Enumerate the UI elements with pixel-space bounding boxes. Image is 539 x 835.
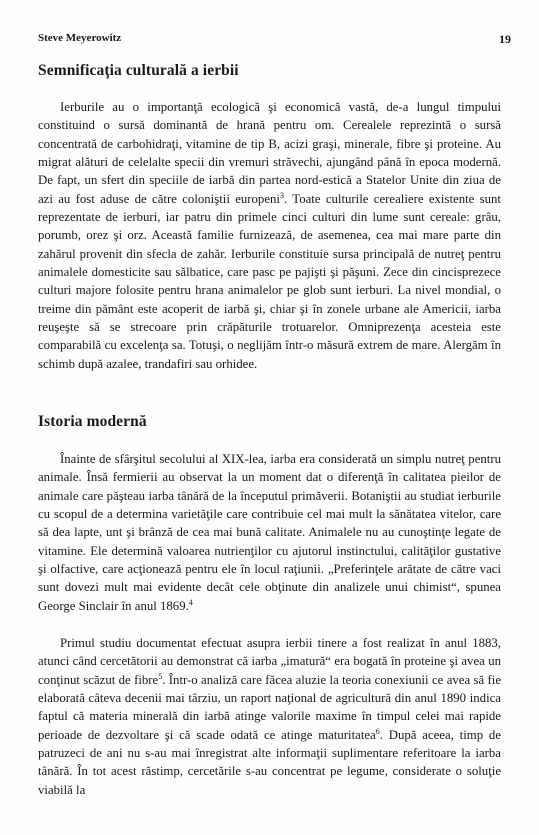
paragraph-text: Ierburile au o importanţă ecologică şi economică vastă, de-a lungul timpului constituind o sursă dominantă de hrană pentru om. Cerealele reprezintă o sursă concentrată de carbohidraţi, vitamine de tip B, acizi graşi, minerale, fibre şi proteine. Au migrat alături de celelalte specii din vremuri străvechi, ajungând până în epoca modernă. De fapt, un sfert din speciile de iarbă din partea nord-estică a Statelor Unite din ziua de azi au fost aduse de către coloniştii europeni: [38, 100, 501, 206]
section-heading-cultural: Semnificaţia culturală a ierbii: [38, 62, 239, 79]
page-number: 19: [499, 32, 511, 46]
section-heading-history: Istoria modernă: [38, 413, 147, 430]
paragraph-text: Primul studiu documentat efectuat asupra ierbii tinere a fost realizat în anul 1883, atunci când cercetătorii au demonstrat că iarba „imatură“ era bogată în proteine şi avea un conţinut scăzut de fibre: [38, 636, 501, 687]
footnote-marker: 4: [188, 597, 193, 607]
paragraph: [38, 98, 501, 373]
paragraph-text: . Într-o analiză care făcea aluzie la teoria conexiunii ce avea să fie elaborată câteva decenii mai târziu, un raport naţional de agricultură din anul 1890 indica faptul că materia minerală din iarbă atinge valorile maxime în timpul celei mai rapide perioade de dezvoltare şi că scade odată ce atinge maturitatea: [38, 672, 502, 742]
paragraph: [38, 634, 501, 799]
paragraph: [38, 450, 501, 615]
paragraph-text: Înainte de sfârşitul secolului al XIX-lea, iarba era considerată un simplu nutreţ pentru animale. Însă fermierii au observat la un moment dat o diferenţă în calitatea pieilor de animale care păşteau iarba tânără de la începutul primăverii. Botaniştii au studiat ierburile cu scopul de a determina varietăţile care contribuie cel mai mult la sănătatea vitelor, care să dea lapte, unt şi brânză de cea mai bună calitate. Animalele nu au cunoştinţe legate de vitamine. Ele determină valoarea nutrienţilor cu ajutorul instinctului, calităţilor gustative şi olfactive, care acţionează pentru ele în locul raţiunii. „Preferinţele arătate de către vaci sunt dovezi mult mai evidente decât cele obţinute din analizele unui chimist“, spunea George Sinclair în anul 1869.: [38, 452, 501, 613]
paragraph-text: . După aceea, timp de patruzeci de ani nu s-au mai înregistrat alte informaţii suplimentare referitoare la iarba tânără. În tot acest răstimp, cercetările s-au concentrat pe legume, considerate o soluţie viabilă la: [38, 727, 501, 797]
header-author: Steve Meyerowitz: [38, 32, 122, 44]
footnote-marker: 3: [279, 190, 284, 200]
footnote-marker: 6: [375, 726, 380, 736]
paragraph-text: . Toate culturile cerealiere existente sunt reprezentate de ierburi, iar patru din primele cinci culturi din lume sunt cereale: grâu, porumb, orez şi orz. Această familie furnizează, de asemenea, cea mai mare parte din zahărul provenit din sfecla de zahăr. Ierburile constituie sursa principală de nutreţ pentru animalele domesticite sau sălbatice, care pasc pe pajişti şi păşuni. Zece din cincisprezece culturi majore folosite pentru hrana animalelor pe glob sunt ierburi. La nivel mondial, o treime din pământ este acoperit de iarbă şi, chiar şi în zonele urbane ale Americii, iarba reuşeşte să se strecoare prin crăpăturile trotuarelor. Omniprezenţa acesteia este comparabilă cu excelenţa sa. Totuşi, o neglijăm într-o măsură extrem de mare. Alergăm în schimb după azalee, trandafiri sau orhidee.: [38, 191, 501, 371]
footnote-marker: 5: [158, 671, 163, 681]
